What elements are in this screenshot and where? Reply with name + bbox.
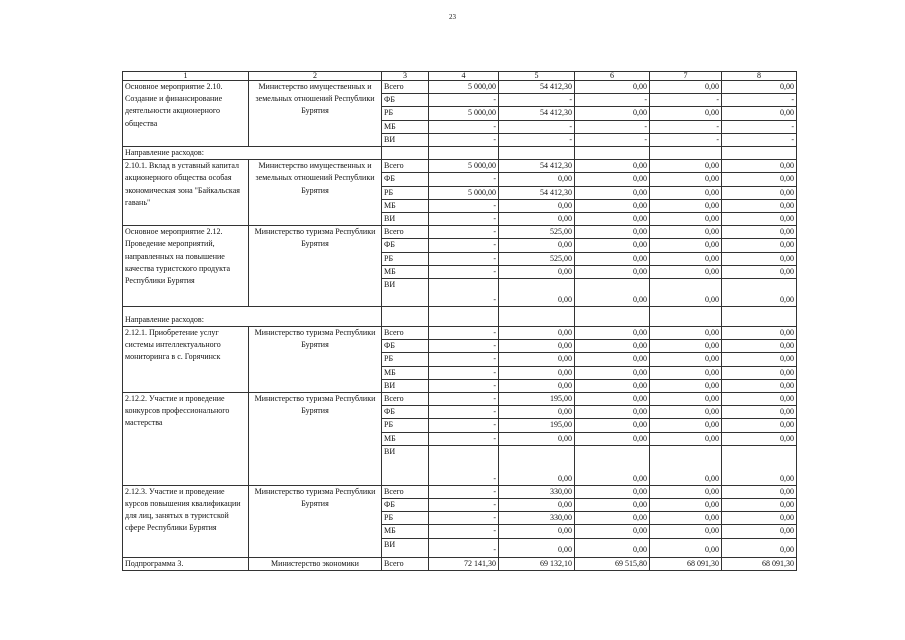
value-cell: 0,00 [575,252,650,265]
value-cell: - [429,432,499,445]
measure-title: 2.12.3. Участие и проведение курсов повышения квалификации для лиц, занятых в туристской сфере Республики Бурятия [123,485,249,557]
col-header: 5 [499,72,575,81]
budget-source: ВИ [382,379,429,392]
value-cell: 0,00 [650,199,722,212]
value-cell: 69 515,80 [575,557,650,570]
value-cell: - [650,94,722,107]
empty-cell [722,307,797,327]
value-cell: 0,00 [575,393,650,406]
col-header: 7 [650,72,722,81]
value-cell: - [429,445,499,485]
section-label: Направление расходов: [123,147,382,160]
value-cell: 0,00 [650,353,722,366]
value-cell: - [429,485,499,498]
value-cell: 0,00 [575,353,650,366]
value-cell: 0,00 [575,445,650,485]
value-cell: 54 412,30 [499,81,575,94]
value-cell: 525,00 [499,252,575,265]
value-cell: 0,00 [722,353,797,366]
value-cell: - [722,133,797,146]
value-cell: 0,00 [722,499,797,512]
value-cell: - [499,94,575,107]
table-row [123,160,797,173]
budget-source: Всего [382,393,429,406]
budget-source: ФБ [382,499,429,512]
value-cell: - [429,353,499,366]
value-cell: 0,00 [499,538,575,557]
value-cell: 0,00 [650,107,722,120]
value-cell: 0,00 [722,327,797,340]
col-header: 2 [249,72,382,81]
value-cell: - [429,133,499,146]
value-cell: 0,00 [575,432,650,445]
value-cell: 0,00 [650,186,722,199]
header-row [123,72,797,81]
value-cell: 0,00 [575,239,650,252]
measure-title: Основное мероприятие 2.10. Создание и финансирование деятельности акционерного общества [123,81,249,147]
budget-source: МБ [382,525,429,538]
value-cell: 0,00 [499,327,575,340]
value-cell: 0,00 [499,525,575,538]
value-cell: 0,00 [575,81,650,94]
value-cell: - [429,419,499,432]
empty-cell [382,147,429,160]
empty-cell [575,307,650,327]
value-cell: 0,00 [722,279,797,307]
budget-source: МБ [382,366,429,379]
value-cell: 0,00 [650,366,722,379]
value-cell: 0,00 [499,213,575,226]
budget-source: МБ [382,199,429,212]
value-cell: 0,00 [499,279,575,307]
value-cell: 0,00 [650,252,722,265]
value-cell: - [429,512,499,525]
budget-source: Всего [382,160,429,173]
value-cell: 0,00 [575,173,650,186]
budget-source: ФБ [382,239,429,252]
empty-cell [429,147,499,160]
value-cell: - [429,239,499,252]
value-cell: 525,00 [499,226,575,239]
value-cell: 68 091,30 [650,557,722,570]
value-cell: 0,00 [650,485,722,498]
value-cell: 0,00 [575,107,650,120]
value-cell: 0,00 [650,419,722,432]
value-cell: 0,00 [650,81,722,94]
value-cell: 0,00 [575,419,650,432]
empty-cell [499,307,575,327]
value-cell: 0,00 [575,199,650,212]
value-cell: 0,00 [499,366,575,379]
value-cell: 0,00 [499,239,575,252]
value-cell: - [429,538,499,557]
value-cell: 0,00 [722,406,797,419]
value-cell: - [429,94,499,107]
value-cell: 0,00 [499,353,575,366]
col-header: 6 [575,72,650,81]
value-cell: - [429,213,499,226]
value-cell: 54 412,30 [499,107,575,120]
value-cell: 0,00 [650,525,722,538]
value-cell: 0,00 [722,173,797,186]
budget-source: ВИ [382,213,429,226]
measure-executor: Министерство туризма Республики Бурятия [249,485,382,557]
section-label: Направление расходов: [123,307,382,327]
budget-source: ФБ [382,340,429,353]
value-cell: 195,00 [499,393,575,406]
value-cell: - [429,379,499,392]
value-cell: 0,00 [650,499,722,512]
value-cell: 0,00 [650,512,722,525]
value-cell: 0,00 [650,340,722,353]
value-cell: 0,00 [575,525,650,538]
value-cell: 0,00 [722,538,797,557]
value-cell: 0,00 [575,226,650,239]
value-cell: 0,00 [722,379,797,392]
value-cell: 0,00 [575,538,650,557]
empty-cell [429,307,499,327]
value-cell: 0,00 [499,173,575,186]
value-cell: 0,00 [650,445,722,485]
value-cell: 0,00 [650,173,722,186]
table-row [123,485,797,498]
value-cell: 72 141,30 [429,557,499,570]
value-cell: 0,00 [575,186,650,199]
col-header: 1 [123,72,249,81]
value-cell: - [650,133,722,146]
value-cell: 0,00 [650,226,722,239]
value-cell: 0,00 [650,379,722,392]
subprogram-title: Подпрограмма 3. [123,557,249,570]
value-cell: 0,00 [650,432,722,445]
budget-source: ВИ [382,279,429,307]
value-cell: - [429,279,499,307]
value-cell: 54 412,30 [499,186,575,199]
measure-title: Основное мероприятие 2.12. Проведение мероприятий, направленных на повышение качества туристского продукта Республики Бурятия [123,226,249,307]
value-cell: - [499,120,575,133]
value-cell: 0,00 [499,499,575,512]
col-header: 4 [429,72,499,81]
table-row [123,327,797,340]
value-cell: 54 412,30 [499,160,575,173]
value-cell: 0,00 [575,406,650,419]
value-cell: 0,00 [722,525,797,538]
value-cell: 0,00 [499,340,575,353]
value-cell: 0,00 [722,213,797,226]
value-cell: - [429,340,499,353]
measure-title: 2.12.1. Приобретение услуг системы интеллектуального мониторинга в с. Горячинск [123,327,249,393]
budget-source: МБ [382,120,429,133]
value-cell: 0,00 [722,512,797,525]
measure-title: 2.12.2. Участие и проведение конкурсов профессионального мастерства [123,393,249,486]
value-cell: 0,00 [650,160,722,173]
subprogram-executor: Министерство экономики [249,557,382,570]
budget-source: ВИ [382,445,429,485]
value-cell: 0,00 [575,340,650,353]
empty-cell [382,307,429,327]
value-cell: 0,00 [650,265,722,278]
section-row [123,307,797,327]
col-header: 3 [382,72,429,81]
value-cell: 68 091,30 [722,557,797,570]
measure-executor: Министерство имущественных и земельных отношений Республики Бурятия [249,160,382,226]
table-row [123,226,797,239]
empty-cell [650,147,722,160]
value-cell: - [429,499,499,512]
value-cell: - [429,265,499,278]
budget-source: Всего [382,81,429,94]
value-cell: 0,00 [575,485,650,498]
value-cell: 0,00 [499,199,575,212]
budget-source: ФБ [382,94,429,107]
value-cell: 0,00 [499,432,575,445]
value-cell: - [429,366,499,379]
empty-cell [499,147,575,160]
budget-source: ФБ [382,406,429,419]
value-cell: 5 000,00 [429,107,499,120]
value-cell: - [429,226,499,239]
budget-source: МБ [382,432,429,445]
value-cell: - [429,393,499,406]
value-cell: 0,00 [650,279,722,307]
value-cell: 0,00 [650,393,722,406]
empty-cell [722,147,797,160]
measure-executor: Министерство туризма Республики Бурятия [249,393,382,486]
value-cell: 0,00 [499,406,575,419]
budget-source: Всего [382,327,429,340]
value-cell: - [575,133,650,146]
value-cell: 0,00 [650,327,722,340]
budget-source: ФБ [382,173,429,186]
value-cell: 0,00 [722,340,797,353]
value-cell: 0,00 [722,419,797,432]
value-cell: 69 132,10 [499,557,575,570]
section-row [123,147,797,160]
value-cell: 0,00 [650,406,722,419]
value-cell: - [429,252,499,265]
value-cell: 0,00 [575,379,650,392]
budget-source: МБ [382,265,429,278]
value-cell: - [429,120,499,133]
value-cell: 0,00 [650,239,722,252]
value-cell: 0,00 [722,485,797,498]
measure-executor: Министерство туризма Республики Бурятия [249,226,382,307]
table-body [123,72,797,571]
value-cell: 330,00 [499,512,575,525]
value-cell: 0,00 [575,213,650,226]
value-cell: 5 000,00 [429,81,499,94]
value-cell: 0,00 [499,379,575,392]
value-cell: 0,00 [575,265,650,278]
budget-source: ВИ [382,538,429,557]
value-cell: 0,00 [650,538,722,557]
value-cell: 0,00 [722,445,797,485]
budget-source: РБ [382,107,429,120]
value-cell: 0,00 [722,252,797,265]
measure-executor: Министерство туризма Республики Бурятия [249,327,382,393]
measure-title: 2.10.1. Вклад в уставный капитал акционерного общества особая экономическая зона "Байкальская гавань" [123,160,249,226]
budget-table [122,71,797,571]
value-cell: 195,00 [499,419,575,432]
subprogram-row [123,557,797,570]
col-header: 8 [722,72,797,81]
value-cell: 0,00 [722,265,797,278]
budget-source: РБ [382,252,429,265]
value-cell: 0,00 [722,81,797,94]
value-cell: 0,00 [722,199,797,212]
value-cell: - [429,525,499,538]
budget-source: РБ [382,186,429,199]
value-cell: 0,00 [722,107,797,120]
value-cell: 0,00 [722,393,797,406]
value-cell: 0,00 [499,265,575,278]
value-cell: 0,00 [575,512,650,525]
value-cell: 0,00 [722,432,797,445]
empty-cell [575,147,650,160]
value-cell: - [575,120,650,133]
budget-source: Всего [382,485,429,498]
value-cell: 0,00 [722,186,797,199]
value-cell: 0,00 [722,366,797,379]
value-cell: 0,00 [575,366,650,379]
budget-source: РБ [382,512,429,525]
value-cell: 0,00 [575,160,650,173]
value-cell: 330,00 [499,485,575,498]
value-cell: 0,00 [499,445,575,485]
budget-source: ВИ [382,133,429,146]
measure-executor: Министерство имущественных и земельных отношений Республики Бурятия [249,81,382,147]
value-cell: 0,00 [575,327,650,340]
value-cell: - [575,94,650,107]
table-row [123,81,797,94]
table-row [123,393,797,406]
value-cell: - [429,199,499,212]
value-cell: - [429,173,499,186]
value-cell: - [722,120,797,133]
empty-cell [650,307,722,327]
value-cell: - [499,133,575,146]
value-cell: 5 000,00 [429,186,499,199]
budget-source: Всего [382,557,429,570]
value-cell: - [429,406,499,419]
value-cell: - [650,120,722,133]
budget-source: РБ [382,353,429,366]
value-cell: - [722,94,797,107]
budget-source: РБ [382,419,429,432]
value-cell: 0,00 [722,239,797,252]
page-number: 23 [449,13,456,21]
value-cell: 5 000,00 [429,160,499,173]
value-cell: - [429,327,499,340]
value-cell: 0,00 [575,279,650,307]
value-cell: 0,00 [722,226,797,239]
value-cell: 0,00 [722,160,797,173]
value-cell: 0,00 [575,499,650,512]
budget-source: Всего [382,226,429,239]
value-cell: 0,00 [650,213,722,226]
